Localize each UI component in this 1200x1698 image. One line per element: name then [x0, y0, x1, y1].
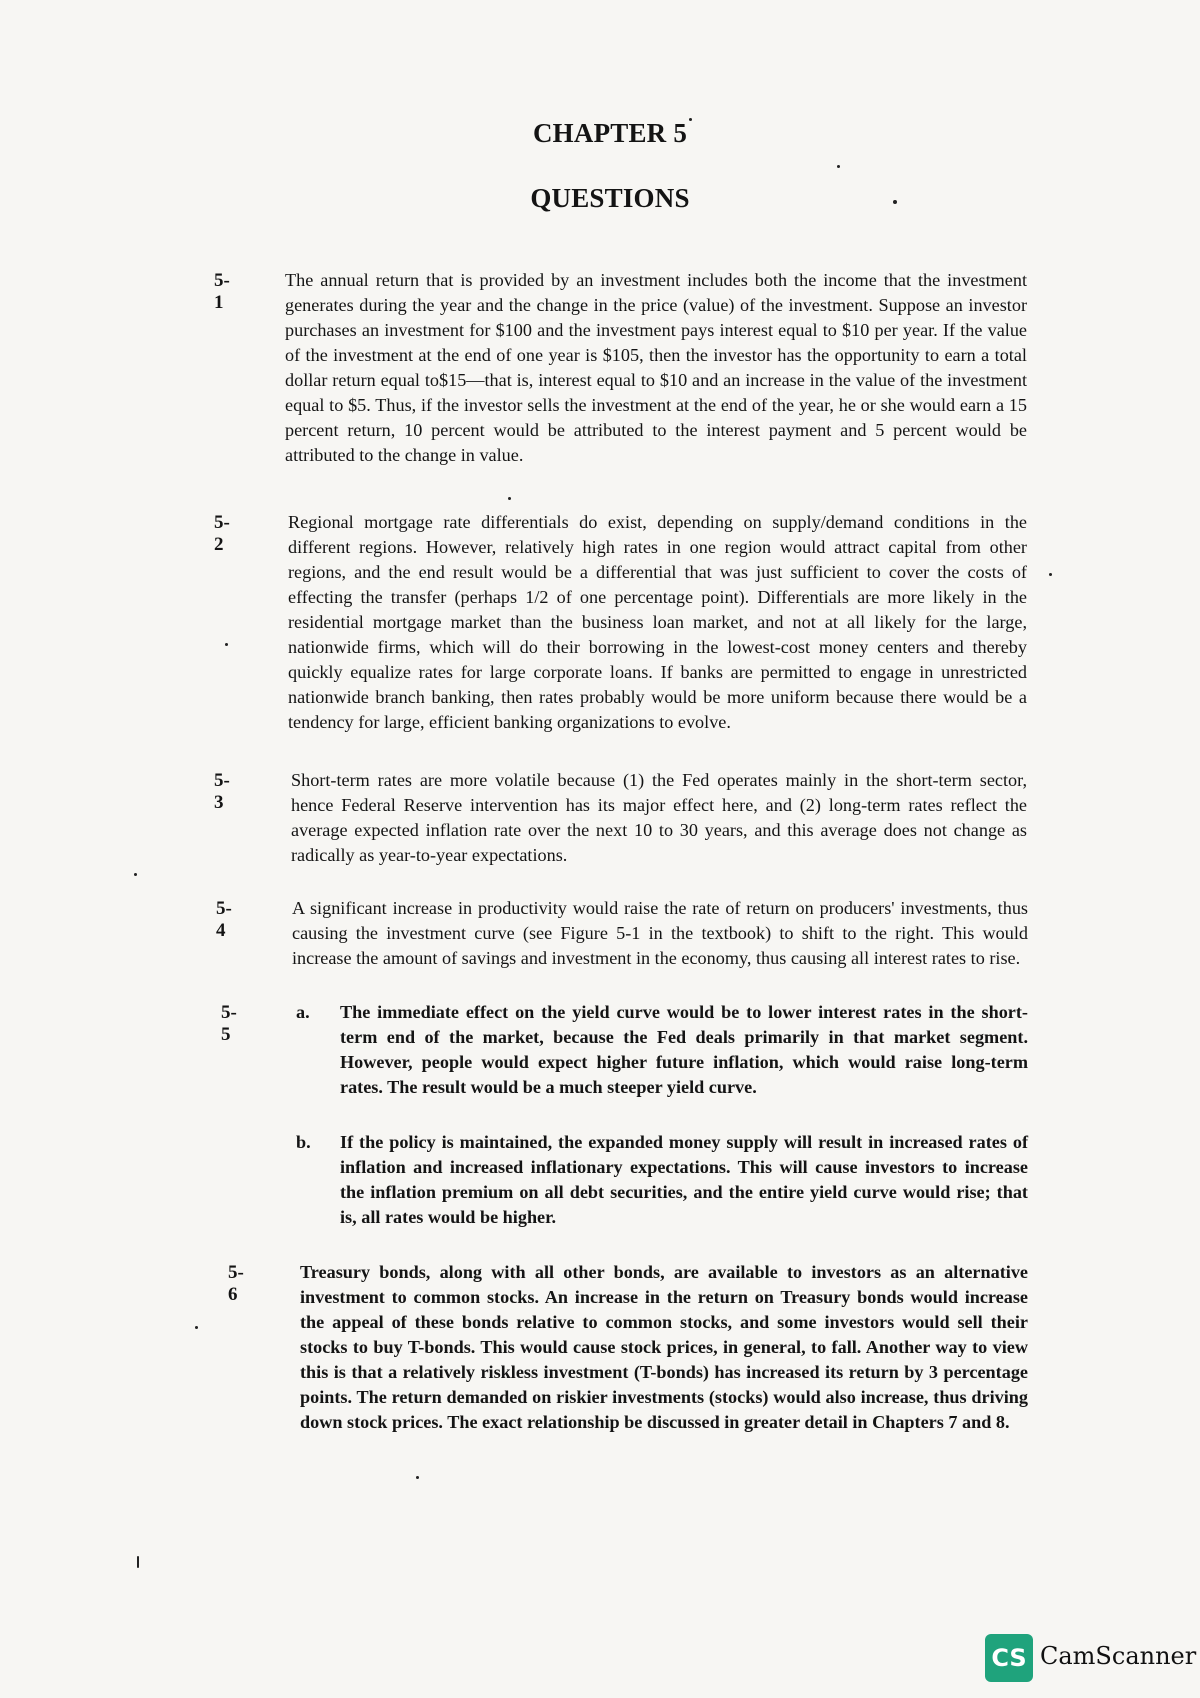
scan-speck: [416, 1476, 419, 1479]
part-letter: a.: [296, 1002, 310, 1022]
camscanner-brand: CamScanner: [1040, 1642, 1197, 1670]
part-letter: b.: [296, 1132, 311, 1152]
chapter-title: CHAPTER 5: [532, 118, 688, 148]
scan-speck: [1049, 573, 1052, 576]
question-text: A significant increase in productivity would raise the rate of return on producers' investments, thus causing the investment curve (see Figure 5-1 in the textbook) to shift to the right. This would increase the amount of savings and investment in the economy, thus causing all interest rates to rise.: [292, 898, 1028, 968]
scan-speck: [689, 118, 692, 121]
scan-speck: [508, 497, 511, 500]
question-text: Regional mortgage rate differentials do exist, depending on supply/demand conditions in the different regions. However, relatively high rates in one region would attract capital from other regions, and the end result would be a differential that was just sufficient to cover the costs of effecting the transfer (perhaps 1/2 of one percentage point). Differentials are more likely in the residential mortgage market than the business loan market, and not at all likely for the large, nationwide firms, which will do their borrowing in the lowest-cost money centers and thereby quickly equalize rates for large corporate loans. If banks are permitted to engage in unrestricted nationwide branch banking, then rates probably would be more uniform because there would be a tendency for large, efficient banking organizations to evolve.: [288, 512, 1027, 732]
question-text: The annual return that is provided by an investment includes both the income that the investment generates during the year and the change in the price (value) of the investment. Suppose an investor purchases an investment for $100 and the investment pays interest equal to $10 per year. If the value of the investment at the end of one year is $105, then the investor has the opportunity to earn a total dollar return equal to$15—that is, interest equal to $10 and an increase in the value of the investment equal to $5. Thus, if the investor sells the investment at the end of the year, he or she would earn a 15 percent return, 10 percent would be attributed to the interest payment and 5 percent would be attributed to the change in value.: [285, 270, 1027, 465]
scan-speck: [137, 1556, 139, 1568]
logo-text: CS: [991, 1644, 1027, 1672]
question-number: 5-4: [216, 898, 232, 941]
question-number: 5-6: [228, 1262, 244, 1305]
scan-speck: [837, 165, 840, 168]
camscanner-logo-icon: [985, 1634, 1033, 1682]
question-number: 5-1: [214, 270, 230, 313]
scan-speck: [893, 200, 897, 204]
scan-speck: [225, 643, 228, 646]
part-text: The immediate effect on the yield curve would be to lower interest rates in the short-term end of the market, because the Fed deals primarily in that market segment. However, people would expect higher future inflation, which would raise long-term rates. The result would be a much steeper yield curve.: [340, 1002, 1028, 1097]
scan-speck: [134, 873, 137, 876]
question-number: 5-2: [214, 512, 230, 555]
question-text: Short-term rates are more volatile because (1) the Fed operates mainly in the short-term sector, hence Federal Reserve intervention has its major effect here, and (2) long-term rates reflect the average expected inflation rate over the next 10 to 30 years, and this average does not change as radically as year-to-year expectations.: [291, 770, 1027, 865]
section-title: QUESTIONS: [530, 183, 690, 213]
scan-speck: [195, 1326, 198, 1329]
question-number: 5-3: [214, 770, 230, 813]
question-number: 5-5: [221, 1002, 237, 1045]
question-text: Treasury bonds, along with all other bonds, are available to investors as an alternative investment to common stocks. An increase in the return on Treasury bonds would increase the appeal of these bonds relative to common stocks, and some investors would sell their stocks to buy T-bonds. This would cause stock prices, in general, to fall. Another way to view this is that a relatively riskless investment (T-bonds) has increased its return by 3 percentage points. The return demanded on riskier investments (stocks) would also increase, thus driving down stock prices. The exact relationship be discussed in greater detail in Chapters 7 and 8.: [300, 1262, 1028, 1432]
part-text: If the policy is maintained, the expanded money supply will result in increased rates of inflation and increased inflationary expectations. This will cause investors to increase the inflation premium on all debt securities, and the entire yield curve would rise; that is, all rates would be higher.: [340, 1132, 1028, 1227]
